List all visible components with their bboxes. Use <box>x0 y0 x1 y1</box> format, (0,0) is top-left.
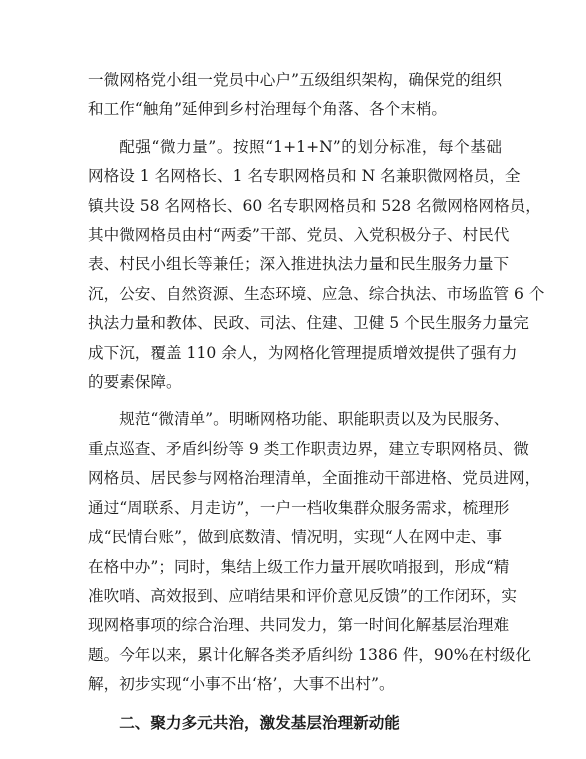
text-line: 题。今年以来，累计化解各类矛盾纠纷 1386 件，90%在村级化 <box>88 645 531 664</box>
text-line: 一微网格党小组一党员中心户”五级组织架构，确保党的组织 <box>88 71 502 89</box>
text-line: 的要素保障。 <box>88 373 182 392</box>
document-body <box>88 66 545 737</box>
text-line: 网格设 1 名网格长、1 名专职网格员和 N 名兼职微网格员，全 <box>88 167 521 186</box>
section-heading-text: 二、聚力多元共治，激发基层治理新动能 <box>119 712 400 732</box>
text-line: 表、村民小组长等兼任；深入推进执法力量和民生服务力量下 <box>88 255 510 274</box>
text-line: 成“民情台账”，做到底数清、情况明，实现“人在网中走、事 <box>88 528 502 547</box>
text-line: 通过“周联系、月走访”，一户一档收集群众服务需求，梳理形 <box>88 498 510 517</box>
paragraph-continued <box>88 66 502 125</box>
text-line: 解，初步实现“小事不出‘格’，大事不出村”。 <box>88 675 395 694</box>
text-line: 沉，公安、自然资源、生态环境、应急、综合执法、市场监管 6 个 <box>88 284 545 303</box>
text-line: 在格中办”；同时，集结上级工作力量开展吹哨报到，形成“精 <box>88 557 510 576</box>
section-heading <box>88 708 502 737</box>
text-line: 配强“微力量”。按照“1+1+N”的划分标准，每个基础 <box>119 137 502 156</box>
text-line: 镇共设 58 名网格长、60 名专职网格员和 528 名微网格网格员， <box>88 196 541 215</box>
text-line: 和工作“触角”延伸到乡村治理每个角落、各个末梢。 <box>88 100 448 119</box>
text-line: 其中微网格员由村“两委”干部、党员、入党积极分子、村民代 <box>88 226 510 245</box>
text-line: 成下沉，覆盖 110 余人，为网格化管理提质增效提供了强有力 <box>88 343 518 362</box>
text-line: 执法力量和教体、民政、司法、住建、卫健 5 个民生服务力量完 <box>88 314 529 333</box>
text-line: 准吹哨、高效报到、应哨结果和评价意见反馈”的工作闭环，实 <box>88 586 518 605</box>
text-line: 规范“微清单”。明晰网格功能、职能职责以及为民服务、 <box>119 410 510 429</box>
paragraph-micro-list <box>88 405 541 699</box>
paragraph-micro-force <box>88 133 545 398</box>
text-line: 现网格事项的综合治理、共同发力，第一时间化解基层治理难 <box>88 616 510 635</box>
text-line: 重点巡查、矛盾纠纷等 9 类工作职责边界，建立专职网格员、微 <box>88 439 529 458</box>
text-line: 网格员、居民参与网格治理清单，全面推动干部进格、党员进网， <box>88 469 541 488</box>
